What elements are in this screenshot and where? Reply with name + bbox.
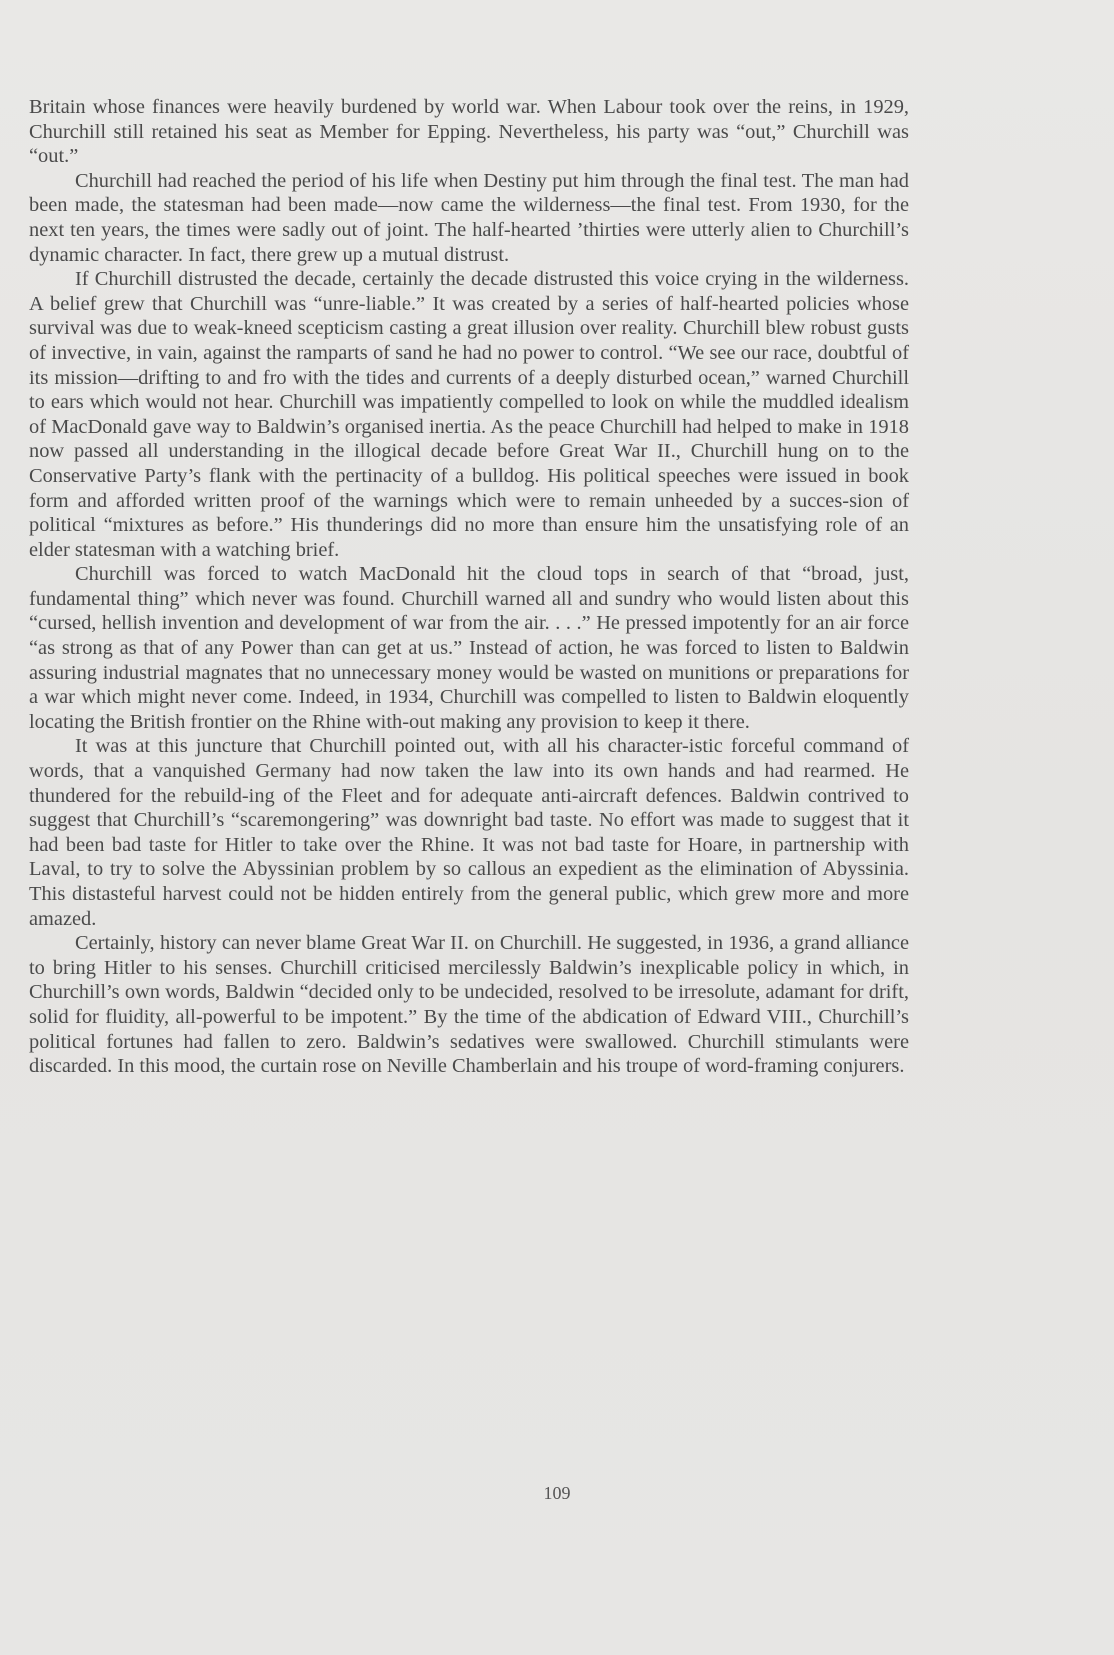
- paragraph-3: If Churchill distrusted the decade, certainly the decade distrusted this voice crying in the wilderness. A belief grew that Churchill was “unre-liable.” It was created by a series of half-hearted policies whose survival was due to weak-kneed scepticism casting a great illusion over reality. Churchill blew robust gusts of invective, in vain, against the ramparts of sand he had no power to control. “We see our race, doubtful of its mission—drifting to and fro with the tides and currents of a deeply disturbed ocean,” warned Churchill to ears which would not hear. Churchill was impatiently compelled to look on while the muddled idealism of MacDonald gave way to Baldwin’s organised inertia. As the peace Churchill had helped to make in 1918 now passed all understanding in the illogical decade before Great War II., Churchill hung on to the Conservative Party’s flank with the pertinacity of a bulldog. His political speeches were issued in book form and afforded written proof of the warnings which were to remain unheeded by a succes-sion of political “mixtures as before.” His thunderings did no more than ensure him the unsatisfying role of an elder statesman with a watching brief.: [29, 268, 909, 561]
- paragraph-6: Certainly, history can never blame Great War II. on Churchill. He suggested, in 1936, a grand alliance to bring Hitler to his senses. Churchill criticised mercilessly Baldwin’s inexplicable policy in which, in Churchill’s own words, Baldwin “decided only to be undecided, resolved to be irresolute, adamant for drift, solid for fluidity, all-powerful to be impotent.” By the time of the abdication of Edward VIII., Churchill’s political fortunes had fallen to zero. Baldwin’s sedatives were swallowed. Churchill stimulants were discarded. In this mood, the curtain rose on Neville Chamberlain and his troupe of word-framing conjurers.: [29, 932, 909, 1078]
- paragraph-1: Britain whose finances were heavily burdened by world war. When Labour took over the reins, in 1929, Churchill still retained his seat as Member for Epping. Nevertheless, his party was “out,” Churchill was “out.”: [29, 96, 909, 168]
- body-text: [29, 95, 909, 1079]
- page-number: 109: [543, 1483, 571, 1503]
- paragraph-5: It was at this juncture that Churchill pointed out, with all his character-istic forceful command of words, that a vanquished Germany had now taken the law into its own hands and had rearmed. He thundered for the rebuild-ing of the Fleet and for adequate anti-aircraft defences. Baldwin contrived to suggest that Churchill’s “scaremongering” was downright bad taste. No effort was made to suggest that it had been bad taste for Hitler to take over the Rhine. It was not bad taste for Hoare, in partnership with Laval, to try to solve the Abyssinian problem by so callous an expedient as the elimination of Abyssinia. This distasteful harvest could not be hidden entirely from the general public, which grew more and more amazed.: [29, 735, 909, 930]
- paragraph-2: Churchill had reached the period of his life when Destiny put him through the final test. The man had been made, the statesman had been made—now came the wilderness—the final test. From 1930, for the next ten years, the times were sadly out of joint. The half-hearted ’thirties were utterly alien to Churchill’s dynamic character. In fact, there grew up a mutual distrust.: [29, 169, 909, 266]
- paragraph-4: Churchill was forced to watch MacDonald hit the cloud tops in search of that “broad, just, fundamental thing” which never was found. Churchill warned all and sundry who would listen about this “cursed, hellish invention and development of war from the air. . . .” He pressed impotently for an air force “as strong as that of any Power than can get at us.” Instead of action, he was forced to listen to Baldwin assuring industrial magnates that no unnecessary money would be wasted on munitions or preparations for a war which might never come. Indeed, in 1934, Churchill was compelled to listen to Baldwin eloquently locating the British frontier on the Rhine with-out making any provision to keep it there.: [29, 563, 909, 733]
